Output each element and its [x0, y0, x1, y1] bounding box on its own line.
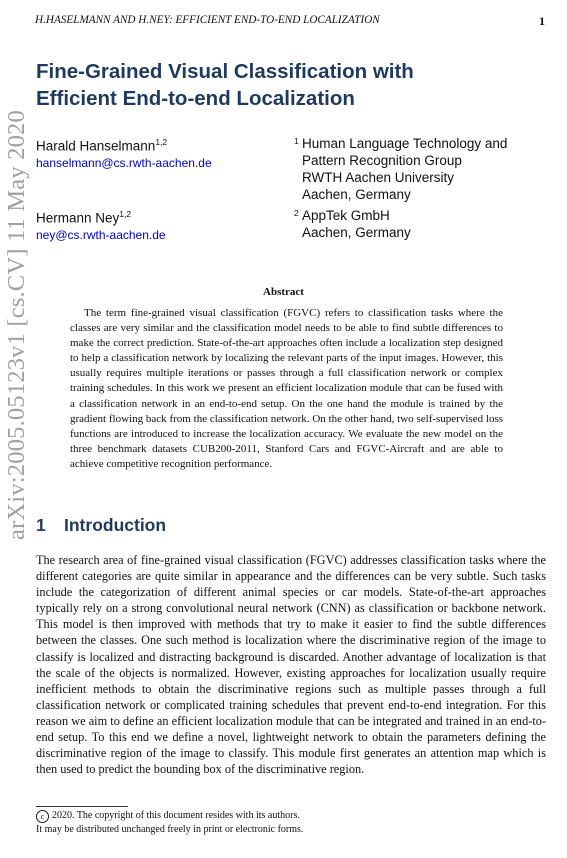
footnote-divider [36, 806, 128, 807]
title-line-1: Fine-Grained Visual Classification with [36, 60, 414, 83]
section-title: Introduction [64, 515, 167, 535]
running-title: H.HASELMANN AND H.NEY: EFFICIENT END-TO-END LOCALIZATION [35, 14, 380, 26]
author-affil-sup: 1,2 [119, 209, 132, 219]
author-email[interactable]: hanselmann@cs.rwth-aachen.de [36, 155, 212, 170]
affiliation-1 [294, 135, 508, 203]
abstract-text: The term fine-grained visual classification (FGVC) refers to classification tasks where the classes are very similar and the classification model needs to be able to find subtle differences to make the correct prediction. State-of-the-art approaches often include a localization step designed to help a classification network by localizing the relevant parts of the input images. However, this usually requires multiple iterations or passes through a full classification network or complex training schedules. In this work we present an efficient localization module that can be fused with a classification network in an end-to-end setup. On the one hand the module is trained by the gradient flowing back from the classification network. On the other hand, two self-supervised loss functions are introduced to increase the localization accuracy. We evaluate the new model on the three benchmark datasets CUB200-2011, Stanford Cars and FGVC-Aircraft and are able to achieve competitive recognition performance. [70, 307, 503, 470]
section-heading [36, 515, 166, 536]
affiliation-line: Aachen, Germany [302, 187, 411, 202]
author-name: Hermann Ney [36, 210, 120, 226]
affiliation-2 [294, 207, 411, 241]
affiliation-line: AppTek GmbH [302, 208, 390, 223]
affiliation-number: 2 [294, 208, 299, 218]
affiliation-line: Pattern Recognition Group [302, 153, 462, 168]
arxiv-stamp: arXiv:2005.05123v1 [cs.CV] 11 May 2020 [3, 110, 30, 540]
copyright-icon: c [36, 810, 49, 823]
author-1 [36, 134, 212, 172]
author-affil-sup: 1,2 [155, 137, 168, 147]
author-2 [36, 206, 166, 244]
running-header [35, 14, 545, 26]
affiliation-number: 1 [294, 136, 299, 146]
paper-title [36, 58, 536, 112]
author-name: Harald Hanselmann [36, 138, 156, 154]
title-line-2: Efficient End-to-end Localization [36, 87, 355, 110]
affiliation-line: Human Language Technology and [302, 136, 508, 151]
author-email[interactable]: ney@cs.rwth-aachen.de [36, 227, 166, 242]
intro-paragraph: The research area of fine-grained visual classification (FGVC) addresses classification tasks where the different categories are quite similar in appearance and the differences can be very subtle. Such tasks include the categorization of different animal species or car models. State-of-the-art approaches typically rely on a strong convolutional neural network (CNN) as classification or backbone network. This model is then improved with methods that try to make it easier to find the subtle differences between the classes. One such method is localization where the discriminative region of the image to classify is localized and distracting background is discarded. Another advantage of localization is that the scale of the objects is normalized. However, existing approaches for localization usually require inefficient methods to obtain the discriminative regions such as multiple passes through a full classification network or complicated training schedules that prevent end-to-end integration. For this reason we aim to define an efficient localization module that can be integrated and trained in an end-to-end setup. To this end we define a novel, lightweight network to obtain the parameters defining the discriminative region of the image to classify. This module first generates an attention map which is then used to predict the bounding box of the discriminative region. [36, 553, 546, 777]
abstract-heading: Abstract [263, 286, 304, 298]
copyright-text: 2020. The copyright of this document resides with its authors. [52, 810, 300, 821]
distribution-line: It may be distributed unchanged freely in print or electronic forms. [36, 824, 304, 835]
section-number: 1 [36, 515, 46, 535]
copyright-line [36, 810, 300, 823]
affiliation-line: Aachen, Germany [302, 225, 411, 240]
affiliation-line: RWTH Aachen University [302, 170, 455, 185]
page-number: 1 [539, 14, 545, 28]
